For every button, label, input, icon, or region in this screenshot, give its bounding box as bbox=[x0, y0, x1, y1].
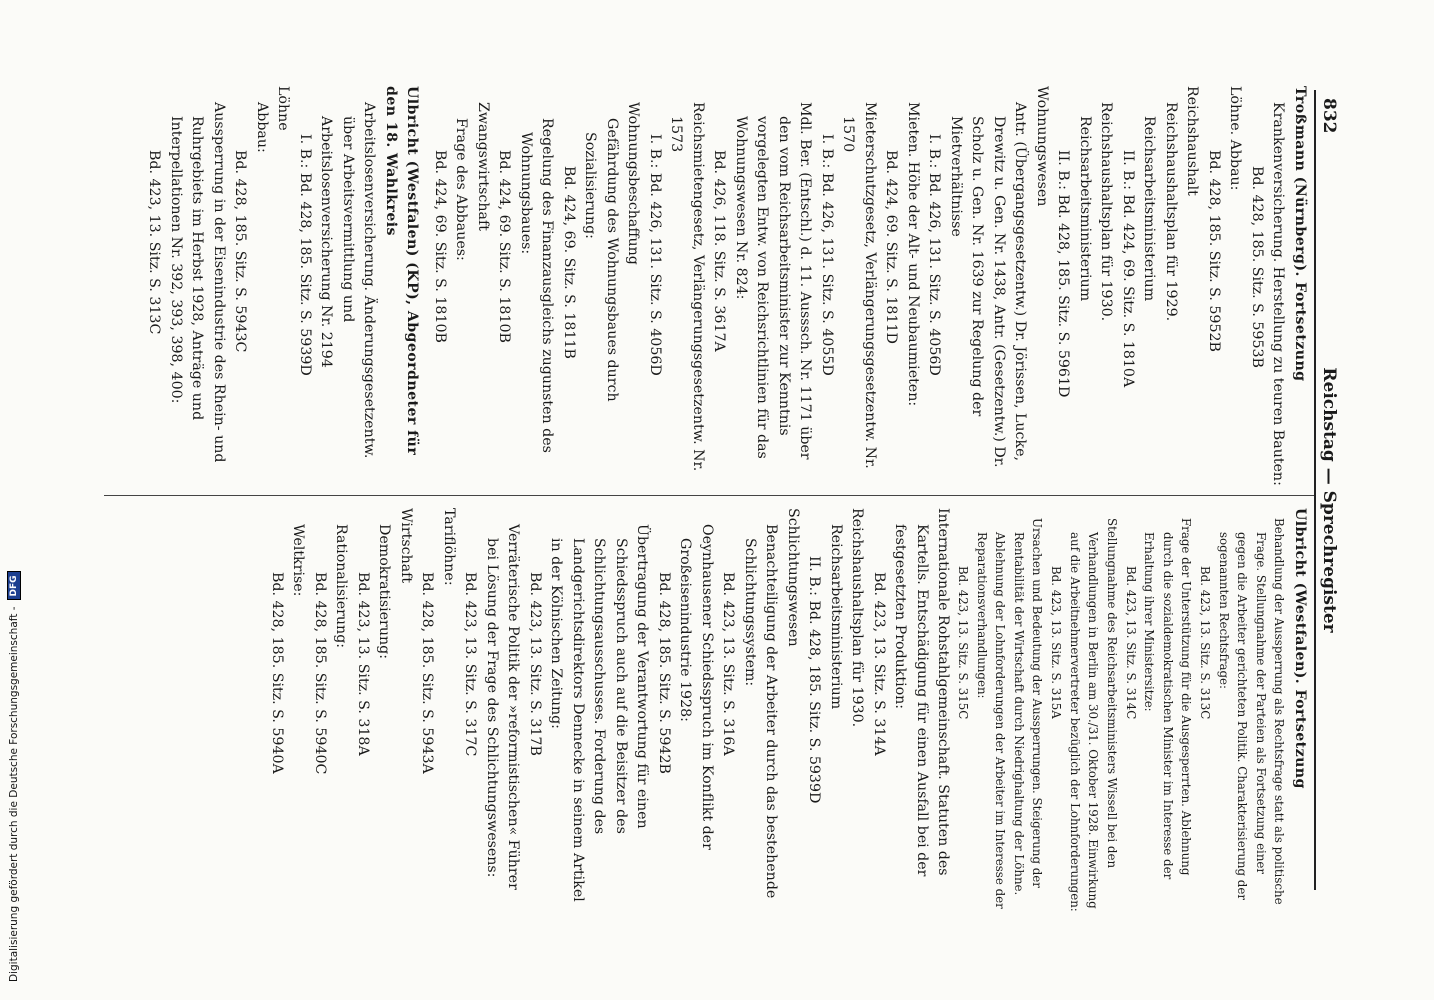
reference-line: Bd. 424, 69. Sitz. S. 1811D bbox=[883, 150, 900, 344]
left-column bbox=[100, 86, 1310, 490]
reference-line: Bd. 428, 185. Sitz. S. 5940C bbox=[312, 572, 328, 775]
entry-line: Behandlung der Aussperrung als Rechtsfrage statt als politische Frage. Stellungnahme der Parteien als Fortsetzung einer gegen die Arbeiter gerichteten Politik. Charakterisierung der sogenannten Rechtsfrage: bbox=[1217, 518, 1287, 905]
column-divider bbox=[104, 495, 1314, 496]
reference-line: Bd. 428, 185. Sitz. S. 5942B bbox=[656, 572, 672, 774]
reference-line: Bd. 428, 185. Sitz. S. 5943A bbox=[419, 572, 436, 774]
entry-line: Reichshaushaltsplan für 1930. Reichsarbeitsministerium bbox=[1077, 102, 1115, 322]
entry-line: Verräterische Politik der »reformistischen« Führer bei Lösung der Frage des Schlichtungswesens: bbox=[484, 524, 522, 890]
entry-line: Mieterschutzgesetz, Verlängerungsgesetzentw. Nr. 1570 bbox=[840, 102, 878, 469]
reference-line: Bd. 424, 69. Sitz. S. 1811B bbox=[561, 166, 577, 359]
reference-line: Bd. 423, 13. Sitz. S. 315C bbox=[956, 566, 971, 720]
page-number: 832 bbox=[1319, 98, 1339, 134]
entry-line: Frage des Abbaues: bbox=[453, 118, 470, 261]
reference-line: I. B.: Bd. 426, 131. Sitz. S. 4056D bbox=[926, 134, 943, 376]
entry-line: Internationale Rohstahlgemeinschaft. Statuten des Kartells. Entschädigung für einen Ausfall bei der festgesetzten Produktion: bbox=[892, 508, 952, 877]
entry-line: Reichsmietengesetz, Verlängerungsgesetzentw. Nr. 1573 bbox=[668, 102, 706, 472]
reference-line: Bd. 424, 69. Sitz. S. 1810B bbox=[432, 150, 448, 343]
reference-line: II. B.: Bd. 428, 185. Sitz. S. 5939D bbox=[806, 556, 823, 804]
entry-line: Reichshaushaltsplan für 1930. Reichsarbeitsministerium bbox=[828, 508, 866, 728]
entry-line: Krankenversicherung. Herstellung zu teuren Bauten: bbox=[1270, 102, 1287, 486]
entry-line: Tariflöhne: bbox=[441, 508, 457, 586]
reference-line: Bd. 423, 13. Sitz. S. 318A bbox=[355, 572, 371, 756]
speaker-heading: Troßmann (Nürnberg). Fortsetzung bbox=[1292, 86, 1308, 382]
entry-line: Rationalisierung: bbox=[333, 524, 350, 649]
entry-line: Gefährdung des Wohnungsbaues durch Sozialisierung: bbox=[582, 118, 620, 402]
header-rule bbox=[1314, 90, 1316, 890]
reference-line: I. B.: Bd. 428, 185. Sitz. S. 5939D bbox=[297, 134, 313, 376]
entry-line: Benachteiligung der Arbeiter durch das bestehende Schlichtungssystem: bbox=[742, 524, 780, 899]
entry-line: Demokratisierung: bbox=[376, 524, 393, 659]
entry-line: Abbau: bbox=[254, 102, 270, 153]
reference-line: Bd. 423, 13. Sitz. S. 315A bbox=[1049, 566, 1064, 719]
entry-line: Löhne. Abbau: bbox=[1227, 86, 1244, 191]
page-header: Reichstag — Sprechregister bbox=[1319, 367, 1339, 633]
entry-line: Ursachen und Bedeutung der Aussperrungen. Steigerung der Rentabilität der Wirtschaft durch Niedrighaltung der Löhne. Ablehnung der Lohnforderungen der Arbeiter im Interesse der Reparationsverhandlungen: bbox=[975, 518, 1045, 909]
reference-line: Bd. 423, 13. Sitz. S. 313C bbox=[146, 150, 163, 335]
entry-line: Zwangswirtschaft bbox=[475, 102, 491, 231]
reference-line: Bd. 428, 185. Sitz. S. 5940A bbox=[269, 572, 285, 774]
entry-line: Stellungnahme des Reichsarbeitsministers Wissell bei den Verhandlungen in Berlin am 30./31. Oktober 1928. Einwirkung auf die Arbeitnehmervertreter bezüglich der Lohnforderungen: bbox=[1068, 518, 1119, 912]
entry-line: Übertragung der Verantwortung für einen Schiedsspruch auch auf die Beisitzer des Schlichtungsausschusses. Forderung des Landgerichtsdirektors Dennecke in seinem Artikel in der Kölnischen Zeitung: bbox=[548, 524, 651, 902]
reference-line: Bd. 428, 185. Sitz. S. 5953B bbox=[1249, 166, 1265, 368]
right-column bbox=[100, 508, 1310, 912]
reference-line: Bd. 423, 13. Sitz. S. 314A bbox=[871, 572, 887, 756]
reference-line: Bd. 424, 69. Sitz. S. 1810B bbox=[496, 150, 513, 343]
entry-line: Regelung des Finanzausgleichs zugunsten des Wohnungsbaues: bbox=[518, 118, 556, 453]
entry-line: Wirtschaft bbox=[398, 508, 414, 584]
entry-line: Reichshaushaltsplan für 1929. Reichsarbeitsministerium bbox=[1141, 102, 1179, 322]
entry-line: Arbeitslosenversicherung. Änderungsgesetzentw. über Arbeitsvermittlung und Arbeitslosenversicherung Nr. 2194 bbox=[318, 102, 378, 459]
entry-line: Wohnungswesen bbox=[1034, 86, 1050, 207]
reference-line: II. B.: Bd. 424, 69. Sitz. S. 1810A bbox=[1120, 150, 1136, 388]
reference-line: Bd. 426, 118. Sitz. S. 3617A bbox=[711, 150, 728, 352]
reference-line: Bd. 423, 13. Sitz. S. 317C bbox=[462, 572, 479, 757]
reference-line: Bd. 423, 13. Sitz. S. 317B bbox=[527, 572, 543, 756]
entry-line: Wohnungsbeschaffung bbox=[625, 102, 642, 265]
reference-line: Bd. 428, 185. Sitz. S. 5943C bbox=[232, 150, 249, 353]
entry-line: Reichshaushalt bbox=[1184, 86, 1201, 196]
reference-line: Bd. 423, 13. Sitz. S. 314C bbox=[1124, 566, 1138, 720]
reference-line: Bd. 423, 13. Sitz. S. 313C bbox=[1198, 566, 1213, 720]
speaker-heading: Ulbricht (Westfalen) (KP), Abgeordneter für den 18. Wahlkreis bbox=[383, 86, 421, 456]
reference-line: II. B.: Bd. 428, 185. Sitz. S. 5961D bbox=[1055, 150, 1072, 398]
dfg-logo: DFG bbox=[7, 571, 21, 600]
reference-line: I. B.: Bd. 426, 131. Sitz. S. 4055D bbox=[819, 134, 835, 376]
entry-line: Mdl. Ber. (Entschl.) d. 11. Ausssch. Nr. 1171 über den vom Reichsarbeitsminister zur Kenntnis vorgelegten Entw. von Reichsrichtlinien für das Wohnungswesen Nr. 824: bbox=[733, 102, 814, 460]
speaker-heading: Ulbricht (Westfalen). Fortsetzung bbox=[1292, 508, 1308, 789]
entry-line: Frage der Unterstützung für die Ausgesperrten. Ablehnung durch die sozialdemokratischen Minister im Interesse der Erhaltung ihrer Ministersitze: bbox=[1142, 518, 1194, 880]
entry-line: Weltkrise: bbox=[290, 524, 307, 597]
reference-line: Bd. 428, 185. Sitz. S. 5952B bbox=[1206, 150, 1222, 352]
digitization-footer bbox=[0, 0, 30, 1000]
reference-line: Bd. 423, 13. Sitz. S. 316A bbox=[720, 572, 737, 756]
entry-line: Oeynhausener Schiedsspruch im Konflikt der Großeisenindustrie 1928: bbox=[677, 524, 715, 850]
entry-line: Antr. (Übergangsgesetzentw.) Dr. Jörissen, Lucke, Drewitz u. Gen. Nr. 1438, Antr. (Gesetzentw.) Dr. Scholz u. Gen. Nr. 1639 zur Regelung der Mietverhältnisse bbox=[948, 102, 1029, 468]
entry-line: Aussperrung in der Eisenindustrie des Rhein- und Ruhrgebiets im Herbst 1928, Anträge und Interpellationen Nr. 392, 393, 398, 400: bbox=[168, 102, 227, 463]
entry-line: Mieten. Höhe der Alt- und Neubaumieten: bbox=[905, 102, 921, 407]
entry-line: Schlichtungswesen bbox=[785, 508, 801, 647]
footer-note: Digitalisierung gefördert durch die Deutsche Forschungsgemeinschaft - bbox=[8, 606, 20, 982]
entry-line: Löhne bbox=[275, 86, 292, 131]
reference-line: I. B.: Bd. 426, 131. Sitz. S. 4056D bbox=[647, 134, 663, 376]
